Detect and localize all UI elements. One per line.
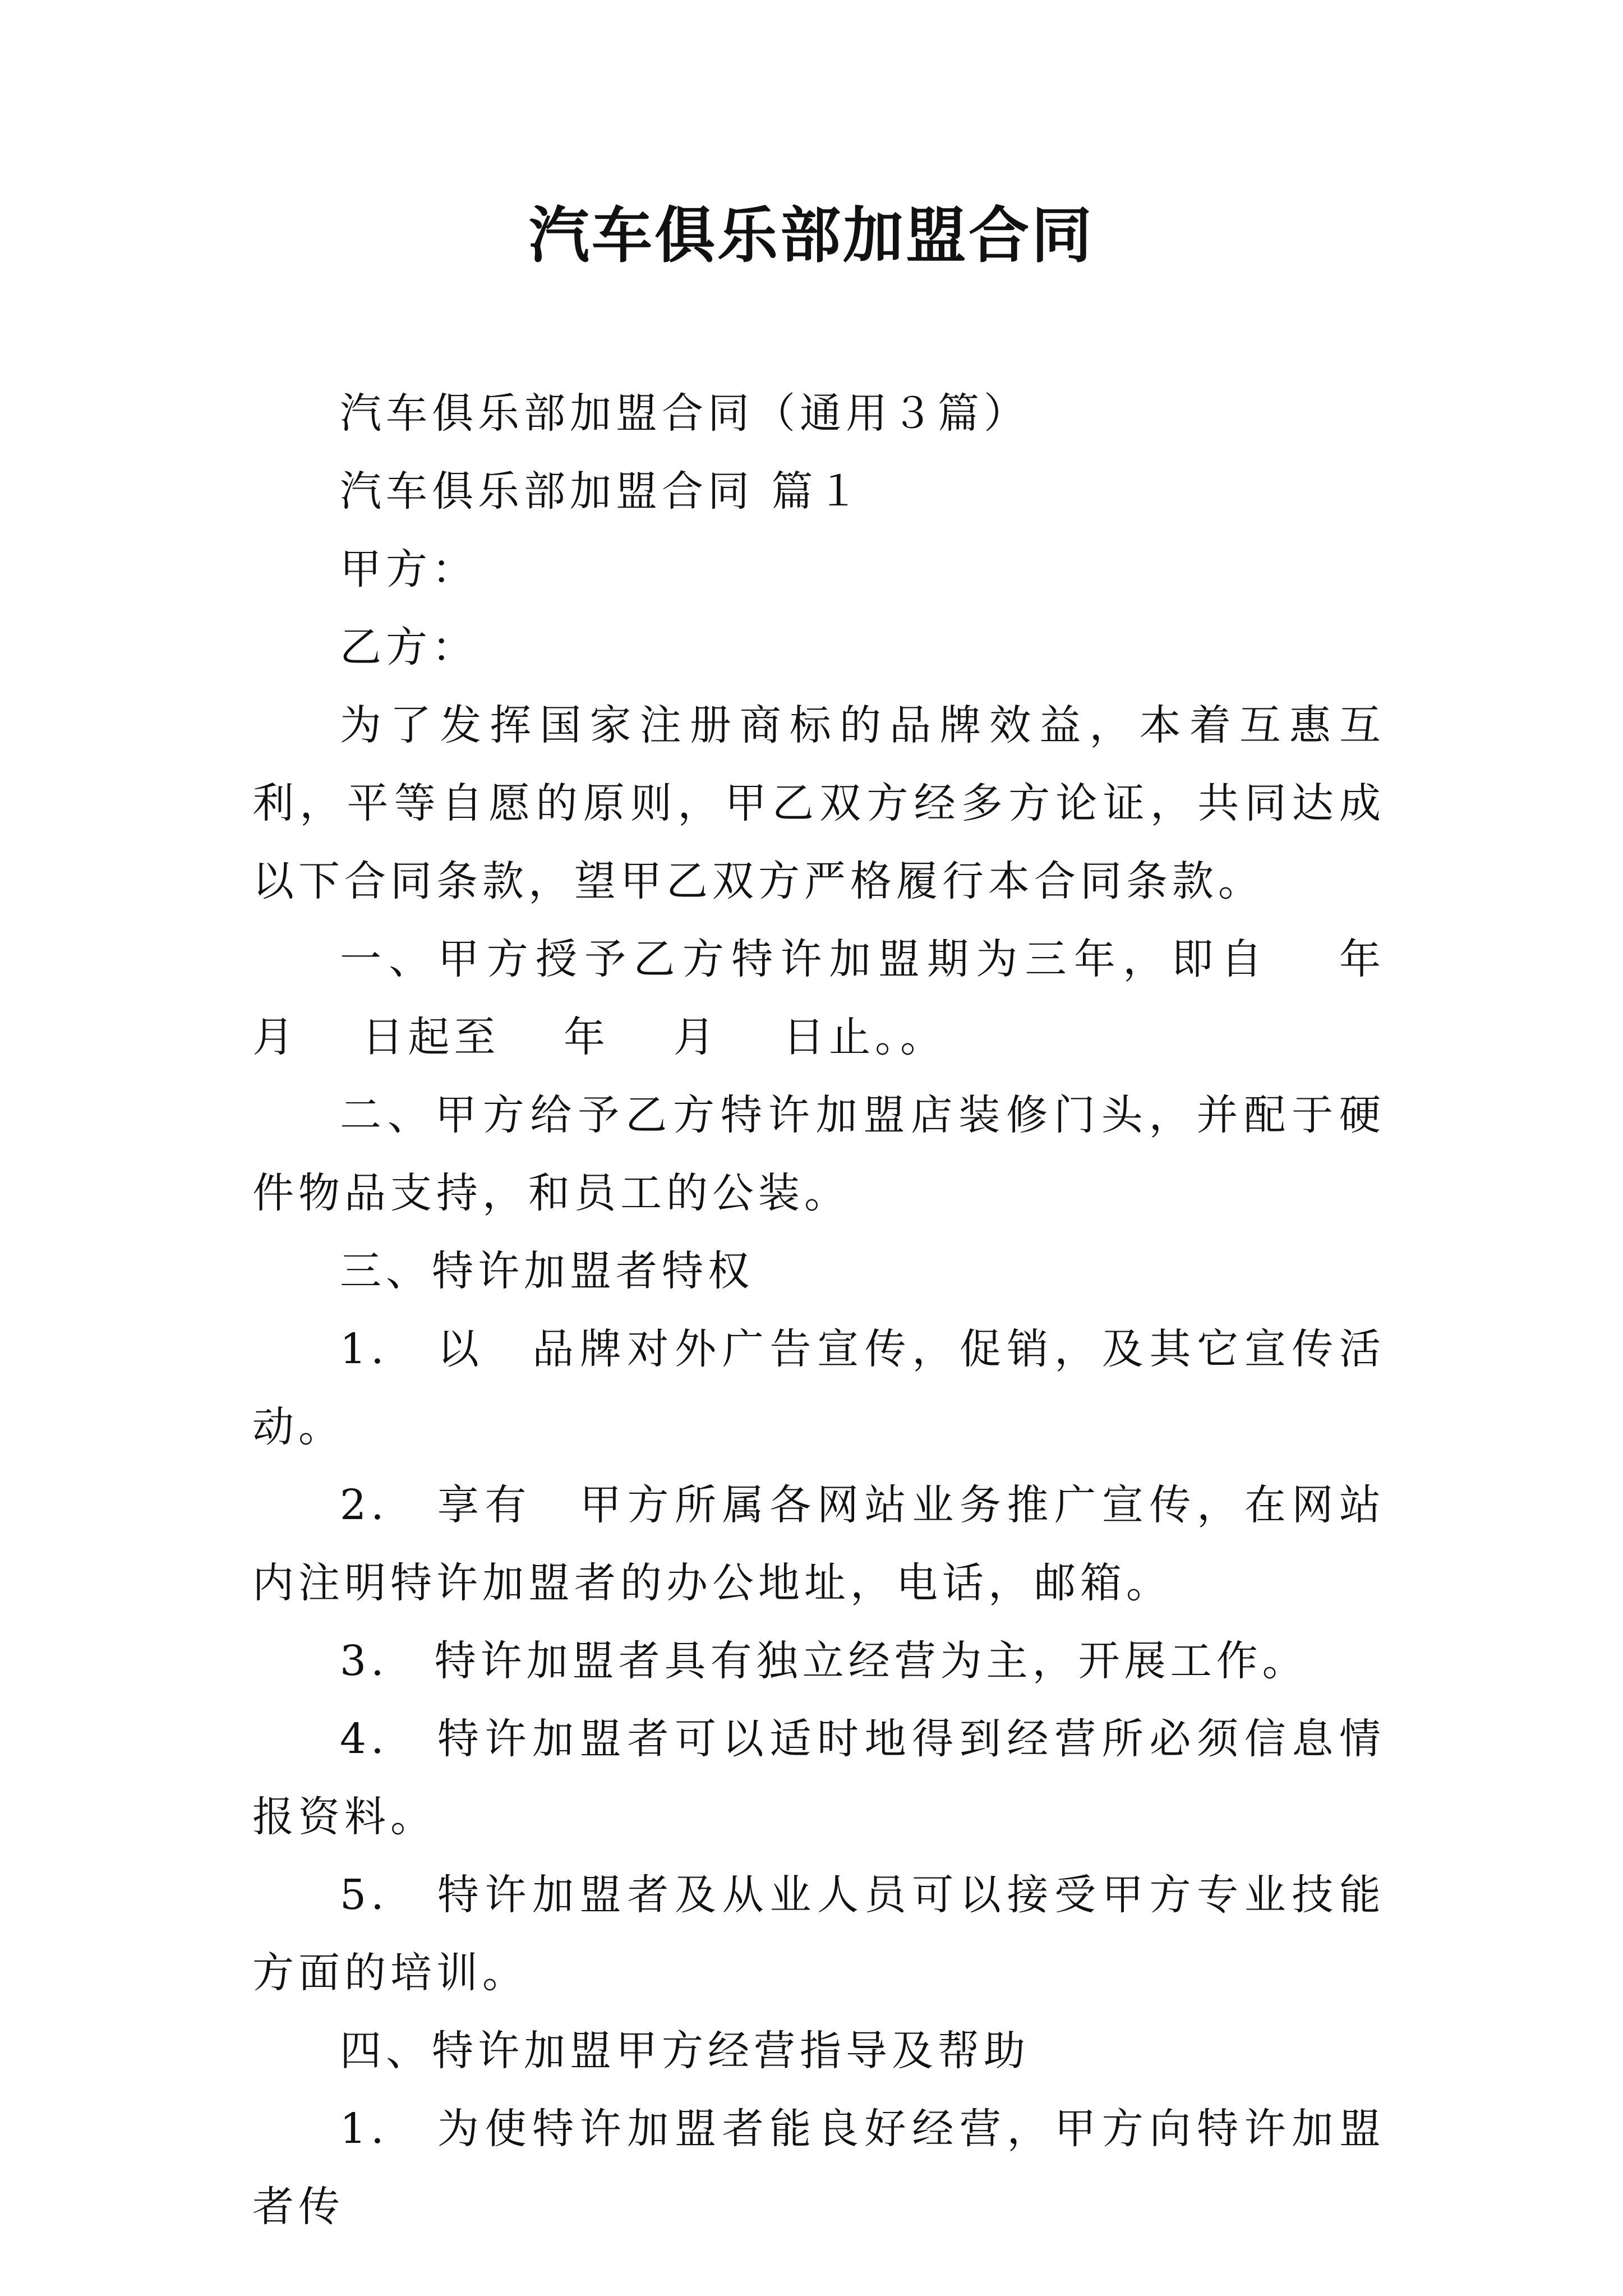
collection-title: 汽车俱乐部加盟合同（通用３篇） [340, 389, 1030, 438]
party-b-label: 乙方： [340, 623, 478, 671]
preamble-paragraph: 为了发挥国家注册商标的品牌效益，本着互惠互利，平等自愿的原则，甲乙双方经多方论证，共同达成以下合同条款，望甲乙双方严格履行本合同条款。 [252, 701, 1385, 905]
clause-3-heading: 三、特许加盟者特权 [340, 1247, 754, 1295]
clause-1-term: 一、甲方授予乙方特许加盟期为三年，即自 年 月 日起至 年 月 日止。。 [252, 935, 1449, 1061]
clause-3-item-5: 5. 特许加盟者及从业人员可以接受甲方专业技能方面的培训。 [252, 1871, 1385, 1997]
clause-4-item-1: 1. 为使特许加盟者能良好经营，甲方向特许加盟者传 [252, 2105, 1385, 2231]
party-a-label: 甲方： [340, 545, 478, 593]
clause-3-item-3: 3. 特许加盟者具有独立经营为主，开展工作。 [340, 1637, 1308, 1685]
document-body [252, 375, 1449, 2246]
clause-3-item-2: 2. 享有 甲方所属各网站业务推广宣传，在网站内注明特许加盟者的办公地址，电话，邮箱。 [252, 1481, 1385, 1607]
article-heading: 汽车俱乐部加盟合同 篇１ [340, 467, 864, 516]
clause-3-item-4: 4. 特许加盟者可以适时地得到经营所必须信息情报资料。 [252, 1715, 1385, 1841]
clause-3-item-1: 1. 以 品牌对外广告宣传，促销，及其它宣传活动。 [252, 1325, 1385, 1451]
clause-4-heading: 四、特许加盟甲方经营指导及帮助 [340, 2027, 1030, 2075]
document-title: 汽车俱乐部加盟合同 [528, 200, 1094, 271]
clause-2-support: 二、甲方给予乙方特许加盟店装修门头，并配于硬件物品支持，和员工的公装。 [252, 1091, 1385, 1217]
